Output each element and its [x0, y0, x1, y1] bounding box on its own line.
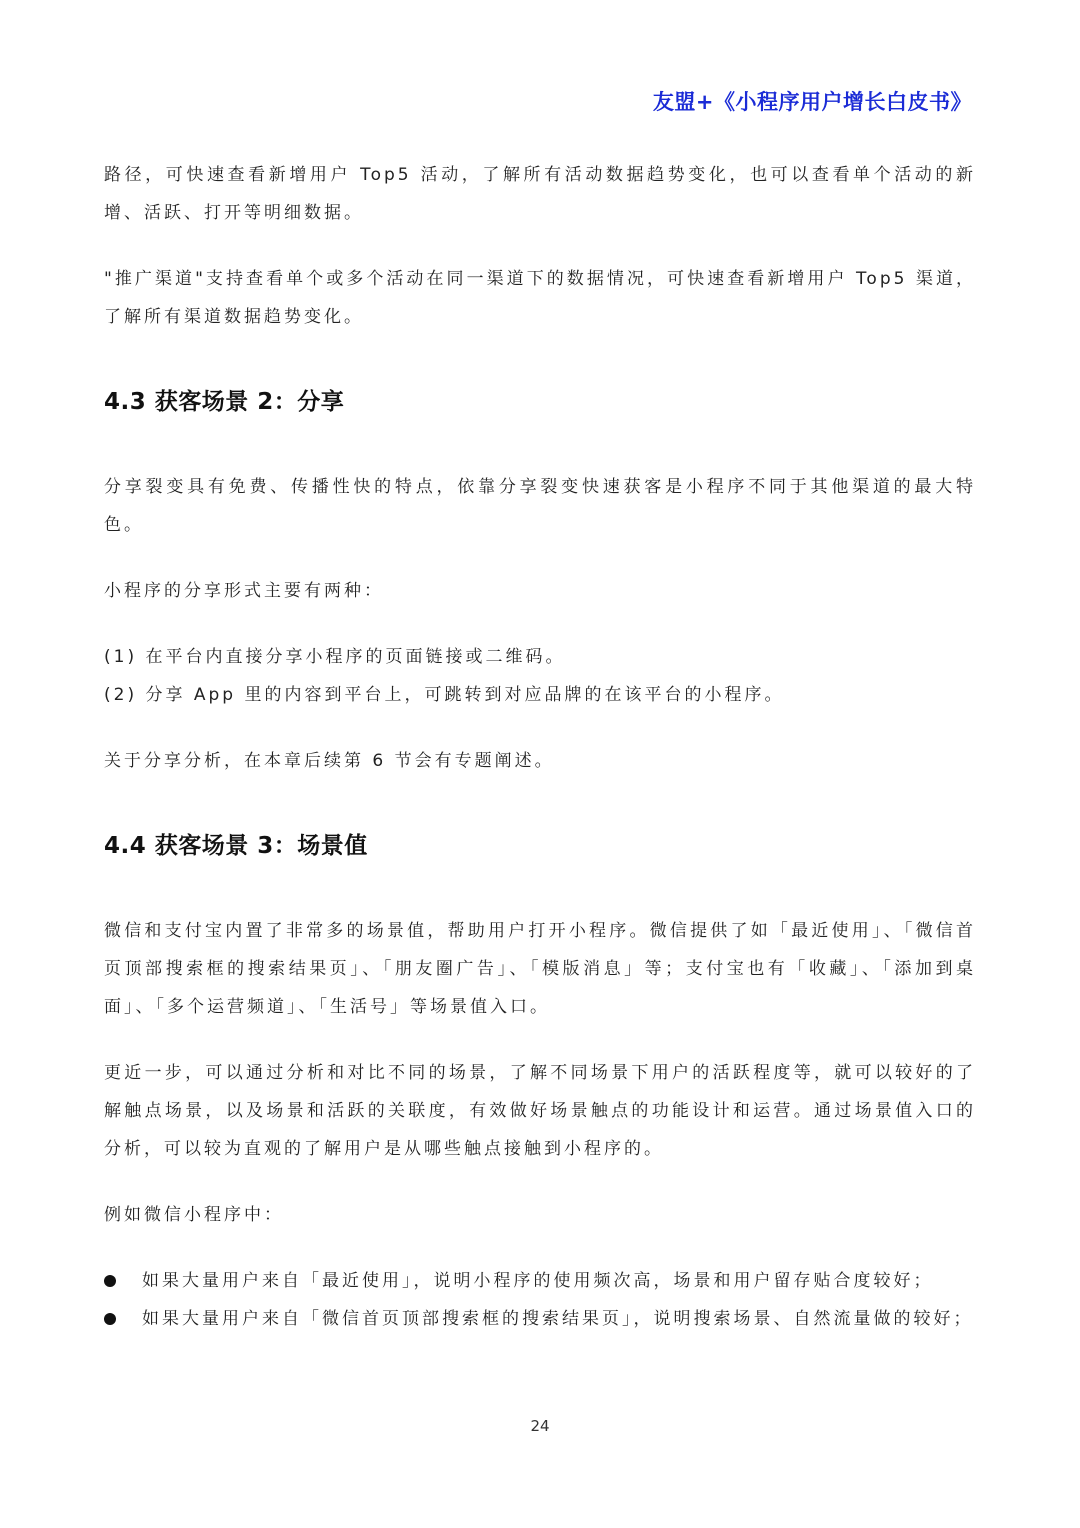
paragraph-scene-values: 微信和支付宝内置了非常多的场景值，帮助用户打开小程序。微信提供了如「最近使用」、「微信首页顶部搜索框的搜索结果页」、「朋友圈广告」、「模版消息」等；支付宝也有「收藏」、「添加到桌面」、「多个运营频道」、「生活号」等场景值入口。 — [104, 921, 976, 1017]
page-number: 24 — [530, 1417, 550, 1435]
paragraph-example-intro: 例如微信小程序中： — [104, 1205, 284, 1225]
bullet-text: 如果大量用户来自「微信首页顶部搜索框的搜索结果页」，说明搜索场景、自然流量做的较好； — [142, 1309, 974, 1329]
page-content — [104, 156, 976, 1338]
bullet-dot-icon — [104, 1313, 116, 1325]
bullet-item-search-results — [104, 1300, 976, 1338]
paragraph-promotion-channel: "推广渠道"支持查看单个或多个活动在同一渠道下的数据情况，可快速查看新增用户 Top5 渠道，了解所有渠道数据趋势变化。 — [104, 269, 976, 327]
section-heading-4-3: 4.3 获客场景 2：分享 — [104, 389, 345, 415]
section-heading-4-4: 4.4 获客场景 3：场景值 — [104, 833, 368, 859]
paragraph-share-analysis-note: 关于分享分析，在本章后续第 6 节会有专题阐述。 — [104, 751, 555, 771]
paragraph-share-forms-intro: 小程序的分享形式主要有两种： — [104, 581, 384, 601]
bullet-text: 如果大量用户来自「最近使用」，说明小程序的使用频次高，场景和用户留存贴合度较好； — [142, 1271, 934, 1291]
share-form-item-1: (1) 在平台内直接分享小程序的页面链接或二维码。 — [104, 647, 566, 667]
paragraph-activity-path: 路径，可快速查看新增用户 Top5 活动，了解所有活动数据趋势变化，也可以查看单个活动的新增、活跃、打开等明细数据。 — [104, 165, 976, 223]
share-form-item-2: (2) 分享 App 里的内容到平台上，可跳转到对应品牌的在该平台的小程序。 — [104, 685, 785, 705]
bullet-item-recent-use — [104, 1262, 976, 1300]
paragraph-share-features: 分享裂变具有免费、传播性快的特点，依靠分享裂变快速获客是小程序不同于其他渠道的最大特色。 — [104, 477, 976, 535]
paragraph-scene-analysis: 更近一步，可以通过分析和对比不同的场景，了解不同场景下用户的活跃程度等，就可以较好的了解触点场景，以及场景和活跃的关联度，有效做好场景触点的功能设计和运营。通过场景值入口的分析，可以较为直观的了解用户是从哪些触点接触到小程序的。 — [104, 1063, 976, 1159]
document-header-title: 友盟+《小程序用户增长白皮书》 — [652, 90, 972, 114]
bullet-dot-icon — [104, 1275, 116, 1287]
